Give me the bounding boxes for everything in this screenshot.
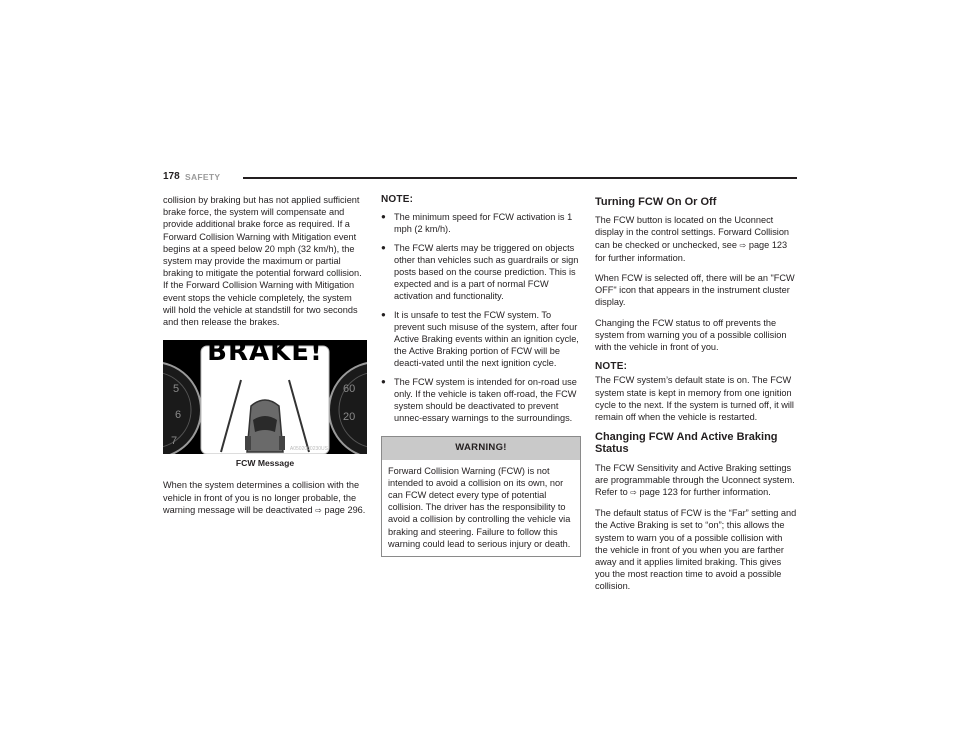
note-heading: NOTE: xyxy=(595,361,628,373)
arrow-right-icon: ⇨ xyxy=(630,488,637,498)
fcw-message-figure xyxy=(163,340,367,454)
note-list xyxy=(381,211,581,424)
brake-display-text: BRAKE! xyxy=(207,340,323,368)
heading-turning-fcw: Turning FCW On Or Off xyxy=(595,196,717,208)
column-middle xyxy=(381,194,581,557)
warning-box xyxy=(381,436,581,557)
page-reference-link[interactable]: ⇨ page 123 xyxy=(630,487,678,498)
page-reference-link[interactable]: ⇨ page 296. xyxy=(315,504,366,515)
paragraph: The FCW button is located on the Uconnect display in the control settings. Forward Collision can be checked or unchecked, see ⇨ page 123 for further information. xyxy=(595,215,790,263)
svg-text:5: 5 xyxy=(173,383,180,396)
figure-caption: FCW Message xyxy=(235,458,295,469)
section-title: SAFETY xyxy=(185,172,221,182)
paragraph: When FCW is selected off, there will be an "FCW OFF" icon that appears in the instrument cluster display. xyxy=(595,273,795,308)
image-code: A0502000230US xyxy=(289,446,328,453)
list-item: ● The FCW alerts may be triggered on objects other than vehicles such as guardrails or sign posts based on the course prediction. This is expected and is a part of normal FCW activation and functionality. xyxy=(381,242,581,303)
deactivation-paragraph: When the system determines a collision with the vehicle in front of you is no longer probable, the warning message will be deactivated ⇨ page 296. xyxy=(163,480,366,515)
column-right xyxy=(595,194,797,601)
intro-paragraph: collision by braking but has not applied sufficient brake force, the system will compensate and provide additional brake force as required. If a Forward Collision Warning with Mitigation event begins at a speed below 20 mph (32 km/h), the system may provide the maximum or partial braking to mitigate the potential forward collision. If the Forward Collision Warning with Mitigation event stops the vehicle completely, the system will hold the vehicle at standstill for two seconds and then release the brakes. xyxy=(163,195,362,328)
warning-title: WARNING! xyxy=(382,437,580,459)
column-left xyxy=(163,194,367,525)
list-item: ● It is unsafe to test the FCW system. To prevent such misuse of the system, after four Active Braking events within an ignition cycle, the Active Braking portion of FCW will be deacti-vated until the next ignition cycle. xyxy=(381,309,581,370)
svg-text:20: 20 xyxy=(343,411,356,424)
paragraph: Changing the FCW status to off prevents the system from warning you of a possible collision with the vehicle in front of you. xyxy=(595,317,787,353)
paragraph: The default status of FCW is the “Far” setting and the Active Braking is set to “on”; this allows the system to warn you of a possible collision with the vehicle in front of you when you are farther away and it applies limited braking. This gives you the most reaction time to avoid a possible collision. xyxy=(595,508,797,592)
note-text: The FCW system’s default state is on. The FCW system state is kept in memory from one ignition cycle to the next. If the system is turned off, it will remain off when the vehicle is restarted. xyxy=(595,375,794,423)
svg-text:7: 7 xyxy=(171,435,178,448)
svg-text:6: 6 xyxy=(175,409,182,422)
svg-text:60: 60 xyxy=(343,383,356,396)
heading-changing-fcw: Changing FCW And Active Braking Status xyxy=(595,431,778,456)
warning-text: Forward Collision Warning (FCW) is not intended to avoid a collision on its own, nor can FCW detect every type of potential collision. The driver has the responsibility to avoid a collision by controlling the vehicle via braking and steering. Failure to follow this warning could lead to serious injury or death. xyxy=(388,465,571,549)
page-reference-link[interactable]: ⇨ page 123 xyxy=(739,239,788,250)
page-number: 178 xyxy=(163,171,180,182)
list-item: ● The FCW system is intended for on-road use only. If the vehicle is taken off-road, the FCW system should be deactivated to prevent unnec-essary warnings to the surroundings. xyxy=(381,376,581,425)
paragraph: The FCW Sensitivity and Active Braking settings are programmable through the Uconnect system. Refer to ⇨ page 123 for further information. xyxy=(595,462,795,498)
page-header xyxy=(163,171,797,185)
header-rule xyxy=(243,177,797,179)
list-item: ● The minimum speed for FCW activation is 1 mph (2 km/h). xyxy=(381,211,581,235)
note-heading: NOTE: xyxy=(381,194,414,205)
arrow-right-icon: ⇨ xyxy=(739,240,747,250)
arrow-right-icon: ⇨ xyxy=(315,505,322,515)
